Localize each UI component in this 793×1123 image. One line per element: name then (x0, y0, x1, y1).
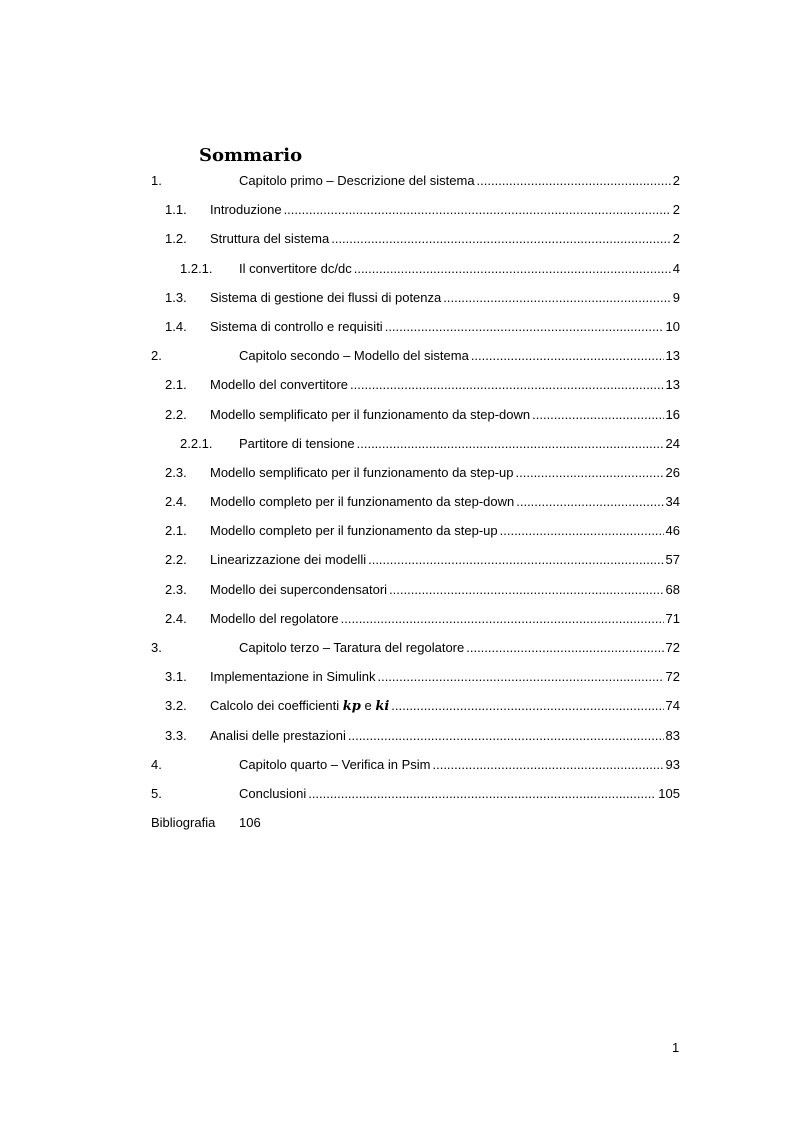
toc-leader-dots (341, 609, 664, 629)
math-variable-ki: ki (375, 699, 390, 715)
toc-entry[interactable] (151, 375, 680, 404)
toc-entry-page: 105 (658, 785, 680, 801)
toc-entry[interactable] (151, 726, 680, 755)
toc-entry-number: 2.1. (165, 377, 187, 393)
toc-leader-dots (350, 375, 664, 395)
toc-leader-dots (477, 171, 671, 191)
toc-entry-page: 10 (665, 318, 680, 334)
toc-entry-page: 57 (665, 552, 680, 568)
toc-title: Sommario (199, 145, 303, 166)
toc-leader-dots (354, 259, 671, 279)
toc-entry-number: 2.4. (165, 494, 187, 510)
toc-entry-number: 3.2. (165, 698, 187, 714)
toc-leader-dots (466, 638, 663, 658)
toc-entry-number: 1.2. (165, 231, 187, 247)
toc-entry-title: Struttura del sistema (210, 231, 330, 247)
toc-entry-title: Sistema di gestione dei flussi di potenza (210, 289, 442, 305)
toc-entry-page: 9 (672, 289, 680, 305)
toc-entry-page: 83 (665, 727, 680, 743)
toc-entry-title: Sistema di controllo e requisiti (210, 318, 383, 334)
toc-entry-page: 24 (665, 435, 680, 451)
toc-entry-number: 1.3. (165, 289, 187, 305)
toc-entry-title: Implementazione in Simulink (210, 669, 376, 685)
toc-entry-number: 2.2. (165, 552, 187, 568)
toc-leader-dots (471, 346, 664, 366)
toc-entry[interactable] (151, 288, 680, 317)
toc-entry[interactable] (151, 434, 680, 463)
toc-entry-number: 2.2.1. (180, 435, 213, 451)
toc-entry-page: 71 (665, 610, 680, 626)
toc-leader-dots (357, 434, 664, 454)
toc-entry[interactable] (151, 784, 680, 813)
toc-entry-page: 2 (672, 202, 680, 218)
toc-entry-page: 2 (672, 231, 680, 247)
toc-leader-dots (500, 521, 664, 541)
toc-entry[interactable] (151, 638, 680, 667)
toc-entry-number: 2.1. (165, 523, 187, 539)
toc-entry-page: 93 (665, 756, 680, 772)
toc-entry[interactable] (151, 463, 680, 492)
toc-entry-page: 2 (672, 173, 680, 188)
toc-entry-number: 3.3. (165, 727, 187, 743)
toc-leader-dots (389, 580, 663, 600)
toc-entry-title: Modello completo per il funzionamento da step-up (210, 523, 498, 539)
toc-leader-dots (368, 550, 663, 570)
toc-entry[interactable] (151, 346, 680, 375)
toc-entry[interactable] (151, 229, 680, 258)
toc-entry-number: 2.3. (165, 464, 187, 480)
toc-entry-page: 26 (665, 464, 680, 480)
toc-entry-title: Modello completo per il funzionamento da step-down (210, 494, 515, 510)
toc-leader-dots (385, 317, 664, 337)
toc-entry-page: 34 (665, 494, 680, 510)
toc-entry-title: Analisi delle prestazioni (210, 727, 346, 743)
toc-entry[interactable] (151, 521, 680, 550)
toc-leader-dots (377, 667, 663, 687)
toc-entry-title: Capitolo quarto – Verifica in Psim (239, 756, 431, 772)
toc-entry-title: Capitolo terzo – Taratura del regolatore (239, 640, 465, 655)
toc-entry-page: 72 (665, 669, 680, 685)
toc-leader-dots (284, 200, 671, 220)
toc-entry-title: Partitore di tensione (239, 435, 355, 451)
toc-entry-title: Conclusioni (239, 785, 307, 801)
toc-entry-number: 3. (151, 640, 162, 655)
toc-entry-number: 1. (151, 173, 162, 188)
toc-entry-number: 1.2.1. (180, 260, 213, 276)
toc-entry[interactable] (151, 405, 680, 434)
toc-leader-dots (308, 784, 656, 804)
toc-leader-dots (516, 463, 664, 483)
toc-entry-bibliography[interactable] (151, 813, 680, 842)
toc-entry[interactable] (151, 755, 680, 784)
toc-entry-title: Il convertitore dc/dc (239, 260, 352, 276)
toc-entry[interactable] (151, 580, 680, 609)
toc-entry-page: 16 (665, 406, 680, 422)
toc-entry-number: 1.4. (165, 318, 187, 334)
toc-entry[interactable] (151, 667, 680, 696)
toc-entry-title: Bibliografia (151, 815, 216, 831)
toc-entry-number: 5. (151, 785, 162, 801)
table-of-contents (151, 171, 680, 842)
toc-leader-dots (348, 726, 664, 746)
toc-entry-page: 13 (665, 348, 680, 364)
toc-entry[interactable] (151, 550, 680, 579)
math-variable-kp: kp (342, 699, 361, 715)
toc-entry[interactable] (151, 200, 680, 229)
toc-entry-number: 1.1. (165, 202, 187, 218)
toc-leader-dots (516, 492, 663, 512)
toc-entry[interactable] (151, 492, 680, 521)
toc-entry-title: Modello dei supercondensatori (210, 581, 388, 597)
toc-entry-title (210, 696, 389, 717)
toc-entry-title: Modello semplificato per il funzionamento da step-up (210, 464, 514, 480)
toc-entry[interactable] (151, 171, 680, 200)
toc-entry-number: 2.2. (165, 406, 187, 422)
toc-entry-page: 13 (665, 377, 680, 393)
page-number: 1 (672, 1040, 680, 1055)
toc-entry-title: Modello del regolatore (210, 610, 339, 626)
toc-entry[interactable] (151, 259, 680, 288)
toc-leader-dots (443, 288, 671, 308)
toc-entry[interactable] (151, 609, 680, 638)
toc-entry-number: 2.3. (165, 581, 187, 597)
toc-entry[interactable] (151, 317, 680, 346)
toc-entry-title-mid: e (360, 698, 376, 714)
toc-entry-number: 2. (151, 348, 162, 364)
toc-entry-title: Introduzione (210, 202, 282, 218)
toc-entry-title: Capitolo primo – Descrizione del sistema (239, 173, 475, 188)
toc-leader-dots (331, 229, 671, 249)
toc-entry-page: 4 (672, 260, 680, 276)
toc-entry-page: 106 (239, 815, 261, 831)
toc-leader-dots (432, 755, 663, 775)
toc-entry-title: Capitolo secondo – Modello del sistema (239, 348, 469, 364)
toc-entry-page: 74 (665, 698, 680, 714)
toc-entry-page: 68 (665, 581, 680, 597)
toc-entry-number: 4. (151, 756, 162, 772)
toc-entry[interactable] (151, 696, 680, 725)
toc-entry-page: 46 (665, 523, 680, 539)
toc-leader-dots (532, 405, 663, 425)
toc-entry-title-prefix: Calcolo dei coefficienti (210, 698, 343, 714)
toc-entry-title: Modello del convertitore (210, 377, 349, 393)
toc-entry-number: 2.4. (165, 610, 187, 626)
toc-entry-number: 3.1. (165, 669, 187, 685)
toc-entry-title: Modello semplificato per il funzionamento da step-down (210, 406, 531, 422)
toc-entry-page: 72 (665, 640, 680, 655)
toc-entry-title: Linearizzazione dei modelli (210, 552, 367, 568)
toc-leader-dots (391, 696, 663, 716)
